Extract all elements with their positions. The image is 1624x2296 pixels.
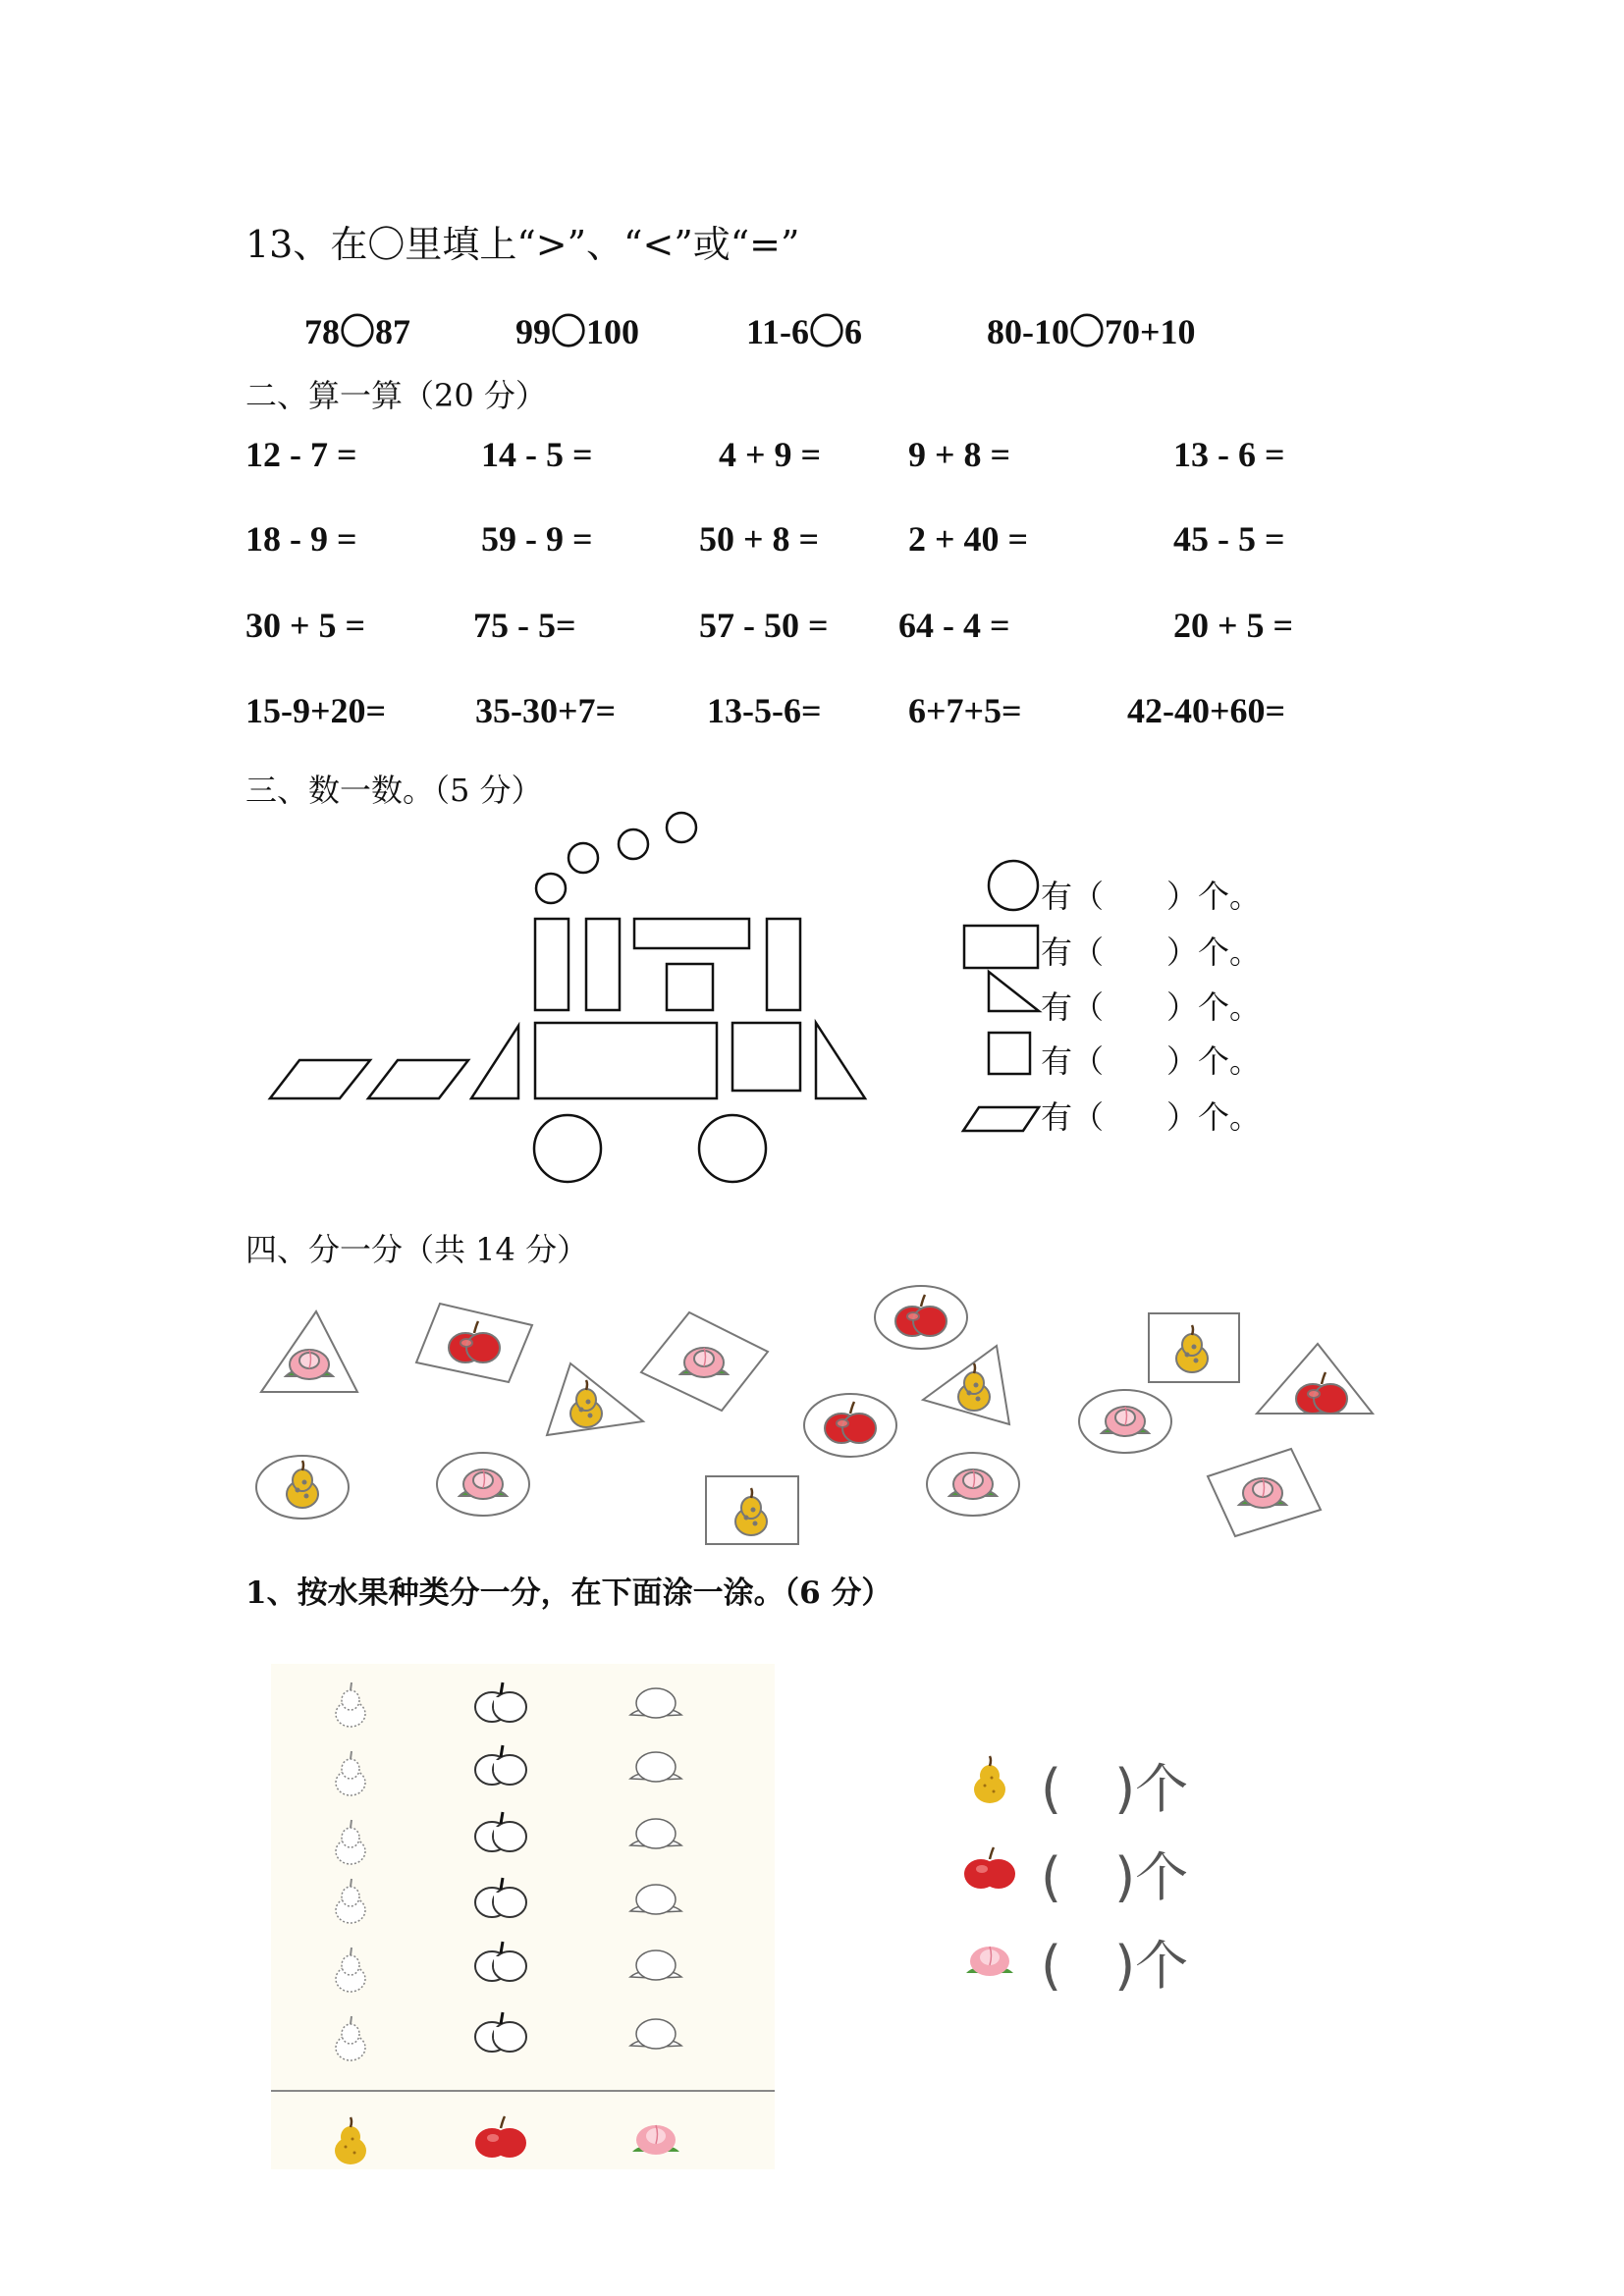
tally-line: ( )个 bbox=[1041, 1758, 1189, 1820]
count-line: 有（ ）个。 bbox=[1041, 988, 1262, 1026]
equation: 50 + 8 = bbox=[699, 519, 820, 559]
equation: 42-40+60= bbox=[1127, 691, 1286, 730]
pear-icon bbox=[974, 1756, 1005, 1803]
equation: 18 - 9 = bbox=[245, 519, 357, 559]
equation: 20 + 5 = bbox=[1173, 606, 1294, 645]
equation: 57 - 50 = bbox=[699, 606, 829, 645]
equation: 12 - 7 = bbox=[245, 435, 357, 474]
equation: 15-9+20= bbox=[245, 691, 387, 730]
equation: 6+7+5= bbox=[908, 691, 1022, 730]
equation: 35-30+7= bbox=[475, 691, 617, 730]
tally-line: ( )个 bbox=[1041, 1935, 1189, 1997]
section4-title: 四、分一分（共 14 分） bbox=[245, 1231, 589, 1268]
equation: 14 - 5 = bbox=[481, 435, 593, 474]
count-line: 有（ ）个。 bbox=[1041, 934, 1262, 971]
compare-item: 11-6〇6 bbox=[746, 312, 863, 351]
equation: 45 - 5 = bbox=[1173, 519, 1285, 559]
count-line: 有（ ）个。 bbox=[1041, 1042, 1262, 1080]
tally-line: ( )个 bbox=[1041, 1846, 1189, 1908]
equation: 64 - 4 = bbox=[898, 606, 1010, 645]
peach-icon bbox=[966, 1947, 1013, 1976]
equation: 9 + 8 = bbox=[908, 435, 1011, 474]
section3-title: 三、数一数。（5 分） bbox=[245, 772, 543, 809]
compare-item: 78〇87 bbox=[304, 312, 411, 351]
apple-icon bbox=[964, 1847, 1015, 1889]
q13-title: 13、在〇里填上“>”、“<”或“=” bbox=[245, 223, 800, 266]
count-line: 有（ ）个。 bbox=[1041, 878, 1262, 915]
equation: 59 - 9 = bbox=[481, 519, 593, 559]
equation: 13 - 6 = bbox=[1173, 435, 1285, 474]
count-line: 有（ ）个。 bbox=[1041, 1098, 1262, 1136]
equation: 2 + 40 = bbox=[908, 519, 1029, 559]
equation: 4 + 9 = bbox=[719, 435, 822, 474]
q1-instruction: 1、按水果种类分一分，在下面涂一涂。（6 分） bbox=[245, 1575, 893, 1611]
equation: 30 + 5 = bbox=[245, 606, 366, 645]
compare-item: 80-10〇70+10 bbox=[987, 312, 1196, 351]
equation: 75 - 5= bbox=[473, 606, 576, 645]
section2-title: 二、算一算（20 分） bbox=[245, 377, 547, 414]
compare-item: 99〇100 bbox=[515, 312, 640, 351]
equation: 13-5-6= bbox=[707, 691, 822, 730]
